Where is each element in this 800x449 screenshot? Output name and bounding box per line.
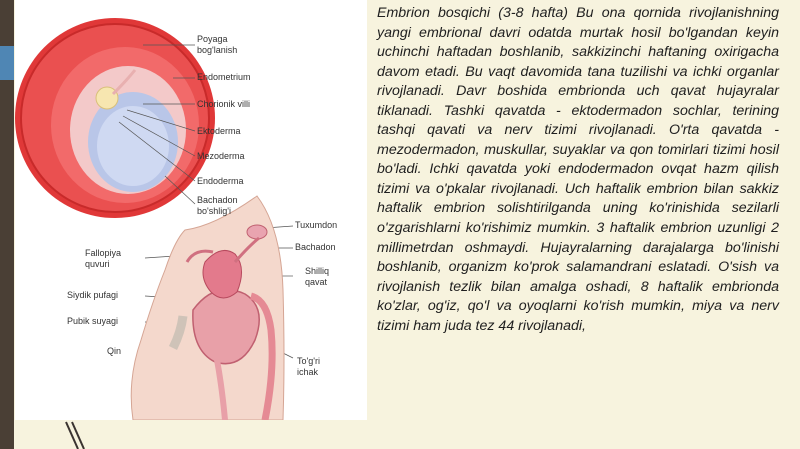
decorative-strokes bbox=[60, 420, 120, 449]
label-shilliq-qavat: Shilliq qavat bbox=[305, 266, 330, 287]
uterus-closeup bbox=[15, 18, 215, 218]
label-fallopiya-quvuri: Fallopiya quvuri bbox=[85, 248, 122, 269]
label-bachadon-boshligi: Bachadon bo'shlig'i bbox=[197, 195, 238, 216]
body-paragraph: Embrion bosqichi (3-8 hafta) Bu ona qornida rivojlanishning yangi embrional davri odatda murtak hosil bo'lgandan keyin uchinchi haftadan boshlanib, sakkizinchi haftaning oxirigacha davom etadi. Bu vaqt davomida tana tuzilishi va ichki organlar rivojlanadi. Davr boshida embrionda uch qavat hujayralar tiklanadi. Tashki qavatda - ektodermadon sochlar, terining tashqi qavati va nerv tizimi rivojlanadi. O'rta qavatda - mezodermadon, muskullar, suyaklar va qon tomirlari tizimi hosil bo'ladi. Ichki qavatda yoki endodermadon ovqat hazm qilish tizimi va o'pkalar rivojlanadi. Uch haftalik embrion bilan sakkiz haftalik embrion solishtirilganda uning ko'rinishida sezilarli o'zgarishlarni ko'rishimiz mumkin. 3 haftalik embrion uzunligi 2 millimetrdan oshmaydi. Hujayralarning darajalarga bo'linishi boshlanib, organizm ko'prok salamandrani eslatadi. O'sish va rivojlanish tezlik bilan amalga oshadi, 8 haftalik embrionda ko'zlar, og'iz, qo'l va oyoqlarni ko'rish mumkin, miya va nerv tizimi ham juda tez 44 rivojlanadi, bbox=[377, 5, 779, 334]
label-chorionik-villi: Chorionik villi bbox=[197, 99, 251, 109]
label-endoderma: Endoderma bbox=[197, 176, 244, 186]
label-bachadon: Bachadon bbox=[295, 242, 336, 252]
pelvis-section bbox=[131, 196, 284, 420]
label-qin: Qin bbox=[107, 346, 122, 356]
label-mezoderma: Mezoderma bbox=[197, 151, 245, 161]
label-endometrium: Endometrium bbox=[197, 72, 251, 82]
label-poyaga-boglanish: Poyaga bog'lanish bbox=[197, 34, 238, 55]
label-togri-ichak: To'g'ri ichak bbox=[297, 356, 320, 377]
label-siydik-pufagi: Siydik pufagi bbox=[67, 290, 119, 300]
label-tuxumdon: Tuxumdon bbox=[295, 220, 338, 230]
anatomy-figure bbox=[15, 0, 367, 420]
label-pubik-suyagi: Pubik suyagi bbox=[67, 316, 119, 326]
left-edge-tab bbox=[0, 46, 14, 80]
label-ektoderma: Ektoderma bbox=[197, 126, 241, 136]
